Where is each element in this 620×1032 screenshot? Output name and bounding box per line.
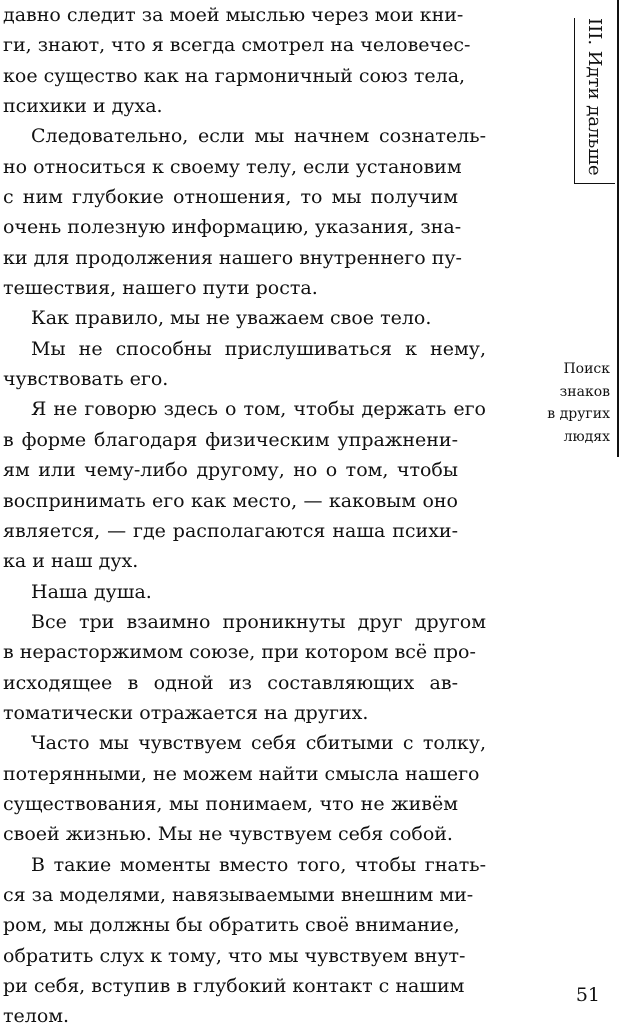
text-line: в форме благодаря физическим упражнени- [3, 428, 458, 451]
side-note-line: в других [547, 406, 610, 422]
text-line: является, — где располагаются наша психи- [3, 519, 458, 542]
chapter-title: III. Идти дальше [584, 18, 605, 176]
text-line: Мы не способны прислушиваться к нему, [31, 337, 486, 360]
text-line: ки для продолжения нашего внутреннего пу- [3, 246, 462, 269]
text-line: Часто мы чувствуем себя сбитыми с толку, [31, 732, 486, 755]
text-line: телом. [3, 1005, 70, 1028]
text-line: Наша душа. [31, 580, 152, 603]
side-note-line: Поиск [563, 361, 610, 377]
page-number: 51 [575, 984, 600, 1006]
side-note-line: знаков [559, 383, 610, 400]
text-line: ром, мы должны бы обратить своё внимание, [3, 914, 460, 937]
text-line: ги, знают, что я всегда смотрел на человечес- [3, 34, 471, 57]
text-line: обратить слух к тому, что мы чувствуем внут- [3, 944, 466, 967]
text-line: томатически отражается на других. [3, 701, 369, 724]
text-line: Все три взаимно проникнуты друг другом [31, 610, 486, 633]
side-note-line: людях [563, 428, 610, 445]
text-line: тешествия, нашего пути роста. [3, 277, 318, 300]
text-line: своей жизнью. Мы не чувствуем себя собой. [3, 823, 453, 846]
text-line: в нерасторжимом союзе, при котором всё про- [3, 641, 476, 664]
text-line: ка и наш дух. [3, 550, 139, 573]
text-line: чувствовать его. [3, 368, 169, 391]
text-line: воспринимать его как место, — каковым оно [3, 489, 458, 512]
text-line: Следовательно, если мы начнем сознатель- [31, 125, 486, 148]
text-line: В такие моменты вместо того, чтобы гнать- [31, 853, 486, 876]
text-line: ям или чему-либо другому, но о том, чтобы [3, 459, 458, 482]
body-text [3, 0, 486, 1032]
text-line: Как правило, мы не уважаем свое тело. [31, 307, 432, 330]
text-line: потерянными, не можем найти смысла нашего [3, 762, 480, 785]
text-line: с ним глубокие отношения, то мы получим [3, 186, 458, 209]
text-line: давно следит за моей мыслью через мои кни- [3, 4, 464, 26]
text-line: существования, мы понимаем, что не живём [3, 792, 458, 815]
text-line: психики и духа. [3, 95, 163, 118]
text-line: но относиться к своему телу, если установим [3, 155, 462, 178]
text-line: Я не говорю здесь о том, чтобы держать его [31, 398, 486, 421]
side-note [490, 358, 610, 448]
chapter-divider-line [617, 0, 619, 457]
text-line: ся за моделями, навязываемыми внешним ми- [3, 883, 474, 906]
text-line: очень полезную информацию, указания, зна- [3, 216, 462, 239]
text-line: кое существо как на гармоничный союз тела, [3, 64, 466, 87]
text-line: исходящее в одной из составляющих ав- [3, 671, 458, 694]
text-line: ри себя, вступив в глубокий контакт с нашим [3, 975, 465, 997]
